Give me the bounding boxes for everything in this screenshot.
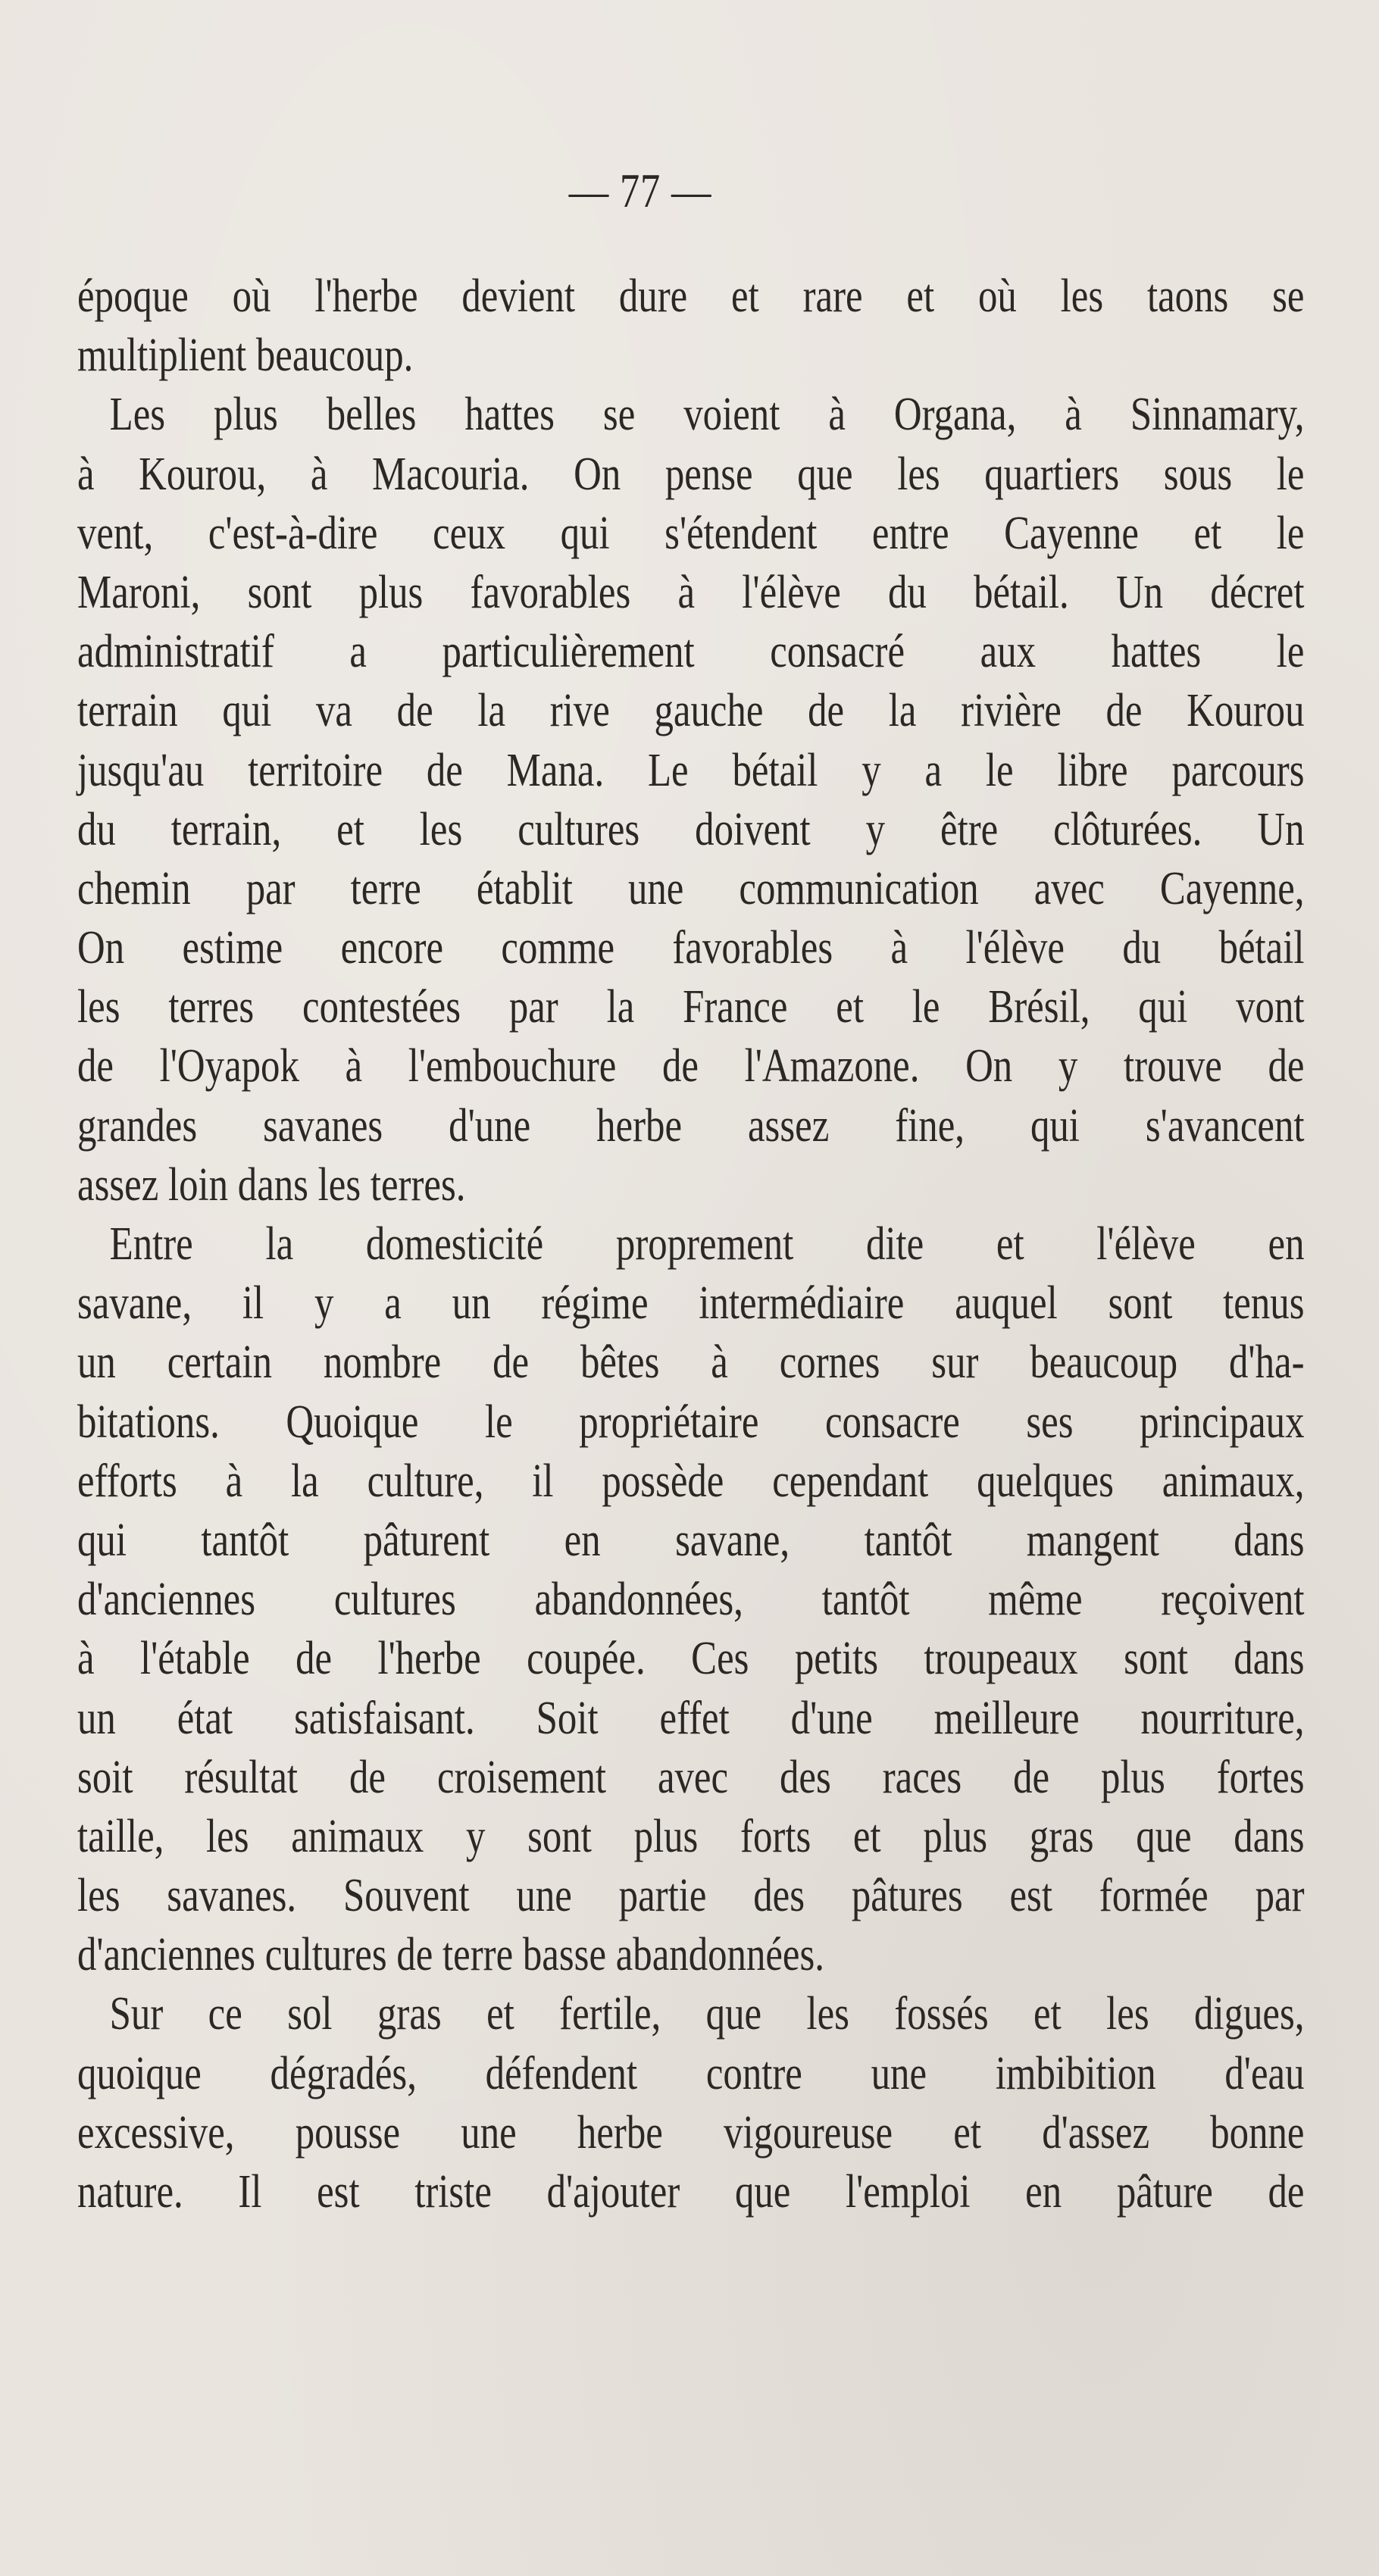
text-line: nature. Il est triste d'ajouter que l'emploi en pâture de	[77, 2166, 1305, 2218]
text-line: bitations. Quoique le propriétaire consacre ses principaux	[77, 1396, 1305, 1448]
text-line: multiplient beaucoup.	[77, 330, 414, 382]
text-line: Sur ce sol gras et fertile, que les fossés et les digues,	[109, 1988, 1305, 2040]
text-line: Entre la domesticité proprement dite et l'élève en	[109, 1218, 1305, 1270]
text-line: grandes savanes d'une herbe assez fine, qui s'avancent	[77, 1099, 1305, 1152]
text-line: Les plus belles hattes se voient à Organa, à Sinnamary,	[109, 389, 1305, 441]
text-line: les terres contestées par la France et le Brésil, qui vont	[77, 981, 1305, 1033]
text-line: terrain qui va de la rive gauche de la rivière de Kourou	[77, 685, 1305, 737]
text-line: à l'étable de l'herbe coupée. Ces petits troupeaux sont dans	[77, 1633, 1305, 1685]
text-line: administratif a particulièrement consacré aux hattes le	[77, 626, 1305, 678]
text-line: On estime encore comme favorables à l'élève du bétail	[77, 922, 1305, 974]
text-line: efforts à la culture, il possède cependant quelques animaux,	[77, 1455, 1305, 1507]
text-line: quoique dégradés, défendent contre une imbibition d'eau	[77, 2047, 1305, 2099]
text-line: d'anciennes cultures abandonnées, tantôt même reçoivent	[77, 1574, 1305, 1626]
text-line: du terrain, et les cultures doivent y être clôturées. Un	[77, 803, 1305, 855]
text-line: Maroni, sont plus favorables à l'élève du bétail. Un décret	[77, 566, 1305, 618]
text-line: à Kourou, à Macouria. On pense que les quartiers sous le	[77, 448, 1305, 500]
text-line: un certain nombre de bêtes à cornes sur beaucoup d'ha-	[77, 1336, 1305, 1389]
text-line: les savanes. Souvent une partie des pâtures est formée par	[77, 1870, 1305, 1922]
text-line: savane, il y a un régime intermédiaire auquel sont tenus	[77, 1277, 1305, 1330]
text-line: un état satisfaisant. Soit effet d'une meilleure nourriture,	[77, 1692, 1305, 1744]
text-line: vent, c'est-à-dire ceux qui s'étendent entre Cayenne et le	[77, 507, 1305, 559]
text-line: assez loin dans les terres.	[77, 1158, 466, 1211]
text-line: d'anciennes cultures de terre basse abandonnées.	[77, 1929, 824, 1981]
text-line: taille, les animaux y sont plus forts et plus gras que dans	[77, 1810, 1305, 1862]
text-line: soit résultat de croisement avec des races de plus fortes	[77, 1751, 1305, 1803]
page-number: — 77 —	[568, 164, 712, 217]
text-line: de l'Oyapok à l'embouchure de l'Amazone. On y trouve de	[77, 1040, 1305, 1093]
text-line: excessive, pousse une herbe vigoureuse et d'assez bonne	[77, 2106, 1305, 2159]
text-line: qui tantôt pâturent en savane, tantôt mangent dans	[77, 1514, 1305, 1566]
text-line: époque où l'herbe devient dure et rare et où les taons se	[77, 270, 1305, 322]
text-line: chemin par terre établit une communication avec Cayenne,	[77, 862, 1305, 914]
text-line: jusqu'au territoire de Mana. Le bétail y a le libre parcours	[77, 744, 1305, 796]
body-text	[77, 267, 1305, 2221]
